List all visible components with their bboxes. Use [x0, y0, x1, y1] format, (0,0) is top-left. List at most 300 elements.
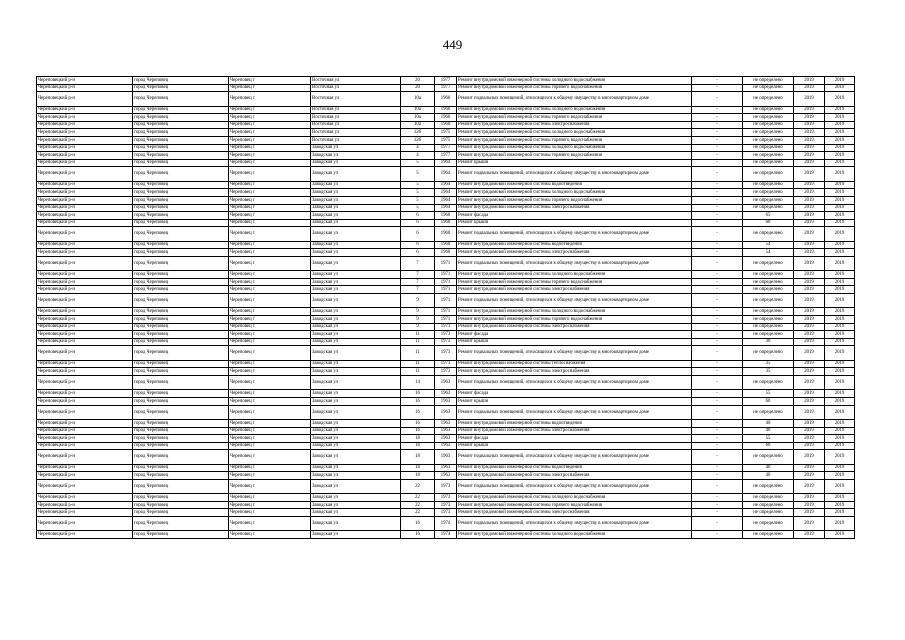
plan-year-end-cell: 2019 [825, 531, 855, 539]
build-year-cell: 1966 [435, 121, 457, 129]
district-cell: Череповецкий р-н [37, 397, 133, 405]
municipality-cell: город Череповец [133, 241, 229, 249]
house-number-cell: 12б [401, 129, 435, 137]
page-number: 449 [442, 37, 463, 52]
municipality-cell: город Череповец [133, 472, 229, 480]
table-row [37, 77, 855, 85]
street-cell: Заводская ул [311, 241, 401, 249]
plan-year-end-cell: 2019 [825, 435, 855, 443]
municipality-cell: город Череповец [133, 517, 229, 531]
wear-cell: не определено [743, 271, 794, 279]
street-cell: Заводская ул [311, 331, 401, 339]
municipality-cell: город Череповец [133, 256, 229, 270]
table-row [37, 294, 855, 308]
plan-year-start-cell: 2019 [794, 338, 825, 346]
wear-cell: не определено [743, 167, 794, 181]
district-cell: Череповецкий р-н [37, 181, 133, 189]
municipality-cell: город Череповец [133, 346, 229, 360]
plan-year-start-cell: 2019 [794, 271, 825, 279]
build-year-cell: 1973 [435, 346, 457, 360]
plan-year-start-cell: 2019 [794, 219, 825, 227]
plan-year-start-cell: 2019 [794, 77, 825, 85]
build-year-cell: 1977 [435, 77, 457, 85]
build-year-cell: 1963 [435, 390, 457, 398]
street-cell: Заводская ул [311, 464, 401, 472]
plan-year-end-cell: 2019 [825, 114, 855, 122]
work-type-cell: Ремонт крыши [457, 159, 692, 167]
plan-year-end-cell: 2019 [825, 189, 855, 197]
plan-year-start-cell: 2019 [794, 360, 825, 368]
dash-cell: - [692, 472, 743, 480]
district-cell: Череповецкий р-н [37, 472, 133, 480]
build-year-cell: 1964 [435, 181, 457, 189]
table-row [37, 338, 855, 346]
municipality-cell: город Череповец [133, 249, 229, 257]
table-row [37, 368, 855, 376]
plan-year-start-cell: 2019 [794, 212, 825, 220]
district-cell: Череповецкий р-н [37, 92, 133, 106]
work-type-cell: Ремонт внутридомовой инженерной системы холодного водоснабжения [457, 129, 692, 137]
municipality-cell: город Череповец [133, 219, 229, 227]
locality-cell: Череповец г [229, 323, 311, 331]
table-row [37, 129, 855, 137]
table-row [37, 249, 855, 257]
locality-cell: Череповец г [229, 189, 311, 197]
build-year-cell: 1963 [435, 464, 457, 472]
table-row [37, 256, 855, 270]
district-cell: Череповецкий р-н [37, 360, 133, 368]
house-number-cell: 18 [401, 450, 435, 464]
wear-cell: 60 [743, 397, 794, 405]
work-type-cell: Ремонт подвальных помещений, относящихся к общему имуществу в многоквартирном доме [457, 167, 692, 181]
table-row [37, 308, 855, 316]
district-cell: Череповецкий р-н [37, 368, 133, 376]
work-type-cell: Ремонт внутридомовой инженерной системы водоотведения [457, 241, 692, 249]
wear-cell: не определено [743, 129, 794, 137]
street-cell: Заводская ул [311, 390, 401, 398]
plan-year-start-cell: 2019 [794, 390, 825, 398]
plan-year-start-cell: 2019 [794, 435, 825, 443]
house-number-cell: 14 [401, 375, 435, 389]
dash-cell: - [692, 278, 743, 286]
house-number-cell: 16 [401, 405, 435, 419]
street-cell: Заводская ул [311, 360, 401, 368]
house-number-cell: 16 [401, 397, 435, 405]
wear-cell: не определено [743, 278, 794, 286]
district-cell: Череповецкий р-н [37, 241, 133, 249]
plan-year-start-cell: 2019 [794, 294, 825, 308]
municipality-cell: город Череповец [133, 494, 229, 502]
build-year-cell: 1971 [435, 323, 457, 331]
plan-year-start-cell: 2019 [794, 501, 825, 509]
dash-cell: - [692, 360, 743, 368]
street-cell: Заводская ул [311, 346, 401, 360]
table-row [37, 167, 855, 181]
work-type-cell: Ремонт фасада [457, 435, 692, 443]
table-row [37, 479, 855, 493]
table-row [37, 419, 855, 427]
plan-year-end-cell: 2019 [825, 442, 855, 450]
district-cell: Череповецкий р-н [37, 435, 133, 443]
wear-cell: не определено [743, 136, 794, 144]
wear-cell: 35 [743, 368, 794, 376]
wear-cell: не определено [743, 479, 794, 493]
district-cell: Череповецкий р-н [37, 189, 133, 197]
plan-year-start-cell: 2019 [794, 241, 825, 249]
plan-year-start-cell: 2019 [794, 181, 825, 189]
dash-cell: - [692, 92, 743, 106]
plan-year-start-cell: 2019 [794, 121, 825, 129]
dash-cell: - [692, 442, 743, 450]
house-number-cell: 5 [401, 159, 435, 167]
district-cell: Череповецкий р-н [37, 144, 133, 152]
municipality-cell: город Череповец [133, 144, 229, 152]
table-row [37, 427, 855, 435]
house-number-cell: 11 [401, 346, 435, 360]
plan-year-end-cell: 2019 [825, 331, 855, 339]
municipality-cell: город Череповец [133, 286, 229, 294]
build-year-cell: 1971 [435, 286, 457, 294]
wear-cell: не определено [743, 286, 794, 294]
wear-cell: 55 [743, 390, 794, 398]
municipality-cell: город Череповец [133, 84, 229, 92]
build-year-cell: 1960 [435, 227, 457, 241]
municipality-cell: город Череповец [133, 509, 229, 517]
street-cell: Заводская ул [311, 219, 401, 227]
wear-cell: не определено [743, 227, 794, 241]
build-year-cell: 1966 [435, 92, 457, 106]
plan-year-end-cell: 2019 [825, 390, 855, 398]
district-cell: Череповецкий р-н [37, 256, 133, 270]
plan-year-start-cell: 2019 [794, 152, 825, 160]
house-number-cell: 4 [401, 152, 435, 160]
build-year-cell: 1963 [435, 375, 457, 389]
house-number-cell: 5 [401, 196, 435, 204]
build-year-cell: 1964 [435, 196, 457, 204]
table-row [37, 464, 855, 472]
district-cell: Череповецкий р-н [37, 286, 133, 294]
wear-cell: 54 [743, 249, 794, 257]
plan-year-start-cell: 2019 [794, 442, 825, 450]
municipality-cell: город Череповец [133, 92, 229, 106]
street-cell: Заводская ул [311, 271, 401, 279]
municipality-cell: город Череповец [133, 204, 229, 212]
plan-year-end-cell: 2019 [825, 152, 855, 160]
build-year-cell: 1973 [435, 360, 457, 368]
house-number-cell: 16 [401, 517, 435, 531]
street-cell: Восточная ул [311, 114, 401, 122]
locality-cell: Череповец г [229, 479, 311, 493]
plan-year-end-cell: 2019 [825, 196, 855, 204]
plan-year-start-cell: 2019 [794, 144, 825, 152]
table-row [37, 517, 855, 531]
build-year-cell: 1963 [435, 442, 457, 450]
wear-cell: не определено [743, 144, 794, 152]
wear-cell: 40 [743, 464, 794, 472]
plan-year-start-cell: 2019 [794, 427, 825, 435]
locality-cell: Череповец г [229, 144, 311, 152]
build-year-cell: 1973 [435, 509, 457, 517]
district-cell: Череповецкий р-н [37, 419, 133, 427]
wear-cell: не определено [743, 316, 794, 324]
locality-cell: Череповец г [229, 219, 311, 227]
municipality-cell: город Череповец [133, 501, 229, 509]
dash-cell: - [692, 256, 743, 270]
work-type-cell: Ремонт внутридомовой инженерной системы горячего водоснабжения [457, 152, 692, 160]
work-type-cell: Ремонт подвальных помещений, относящихся к общему имуществу в многоквартирном доме [457, 517, 692, 531]
plan-year-end-cell: 2019 [825, 241, 855, 249]
house-number-cell: 18 [401, 442, 435, 450]
wear-cell: не определено [743, 121, 794, 129]
municipality-cell: город Череповец [133, 419, 229, 427]
work-type-cell: Ремонт внутридомовой инженерной системы теплоснабжения [457, 360, 692, 368]
wear-cell: 60 [743, 219, 794, 227]
locality-cell: Череповец г [229, 129, 311, 137]
work-type-cell: Ремонт подвальных помещений, относящихся к общему имуществу в многоквартирном доме [457, 405, 692, 419]
plan-year-start-cell: 2019 [794, 92, 825, 106]
house-number-cell: 16 [401, 390, 435, 398]
build-year-cell: 1971 [435, 308, 457, 316]
plan-year-end-cell: 2019 [825, 419, 855, 427]
wear-cell: 40 [743, 419, 794, 427]
locality-cell: Череповец г [229, 464, 311, 472]
build-year-cell: 1973 [435, 368, 457, 376]
build-year-cell: 1977 [435, 144, 457, 152]
build-year-cell: 1963 [435, 419, 457, 427]
dash-cell: - [692, 196, 743, 204]
wear-cell: 30 [743, 338, 794, 346]
work-type-cell: Ремонт подвальных помещений, относящихся к общему имуществу в многоквартирном доме [457, 479, 692, 493]
district-cell: Череповецкий р-н [37, 129, 133, 137]
plan-year-end-cell: 2019 [825, 219, 855, 227]
plan-year-start-cell: 2019 [794, 405, 825, 419]
dash-cell: - [692, 323, 743, 331]
wear-cell: не определено [743, 346, 794, 360]
house-number-cell: 7 [401, 278, 435, 286]
house-number-cell: 5 [401, 189, 435, 197]
table-row [37, 278, 855, 286]
plan-year-start-cell: 2019 [794, 278, 825, 286]
plan-year-end-cell: 2019 [825, 84, 855, 92]
municipality-cell: город Череповец [133, 368, 229, 376]
locality-cell: Череповец г [229, 472, 311, 480]
district-cell: Череповецкий р-н [37, 106, 133, 114]
locality-cell: Череповец г [229, 375, 311, 389]
street-cell: Восточная ул [311, 129, 401, 137]
table-row [37, 84, 855, 92]
locality-cell: Череповец г [229, 286, 311, 294]
locality-cell: Череповец г [229, 509, 311, 517]
street-cell: Заводская ул [311, 189, 401, 197]
plan-year-end-cell: 2019 [825, 427, 855, 435]
plan-year-end-cell: 2019 [825, 92, 855, 106]
street-cell: Заводская ул [311, 509, 401, 517]
table-row [37, 92, 855, 106]
municipality-cell: город Череповец [133, 212, 229, 220]
district-cell: Череповецкий р-н [37, 271, 133, 279]
dash-cell: - [692, 227, 743, 241]
build-year-cell: 1963 [435, 435, 457, 443]
plan-year-start-cell: 2019 [794, 106, 825, 114]
work-type-cell: Ремонт внутридомовой инженерной системы горячего водоснабжения [457, 501, 692, 509]
street-cell: Заводская ул [311, 278, 401, 286]
municipality-cell: город Череповец [133, 405, 229, 419]
work-type-cell: Ремонт внутридомовой инженерной системы горячего водоснабжения [457, 196, 692, 204]
locality-cell: Череповец г [229, 308, 311, 316]
plan-year-start-cell: 2019 [794, 368, 825, 376]
build-year-cell: 1960 [435, 249, 457, 257]
build-year-cell: 1963 [435, 427, 457, 435]
wear-cell: 55 [743, 435, 794, 443]
municipality-cell: город Череповец [133, 167, 229, 181]
dash-cell: - [692, 427, 743, 435]
locality-cell: Череповец г [229, 390, 311, 398]
plan-year-end-cell: 2019 [825, 509, 855, 517]
locality-cell: Череповец г [229, 212, 311, 220]
locality-cell: Череповец г [229, 316, 311, 324]
wear-cell: 54 [743, 241, 794, 249]
plan-year-end-cell: 2019 [825, 106, 855, 114]
dash-cell: - [692, 531, 743, 539]
street-cell: Заводская ул [311, 435, 401, 443]
locality-cell: Череповец г [229, 278, 311, 286]
plan-year-start-cell: 2019 [794, 450, 825, 464]
dash-cell: - [692, 368, 743, 376]
plan-year-end-cell: 2019 [825, 121, 855, 129]
street-cell: Восточная ул [311, 84, 401, 92]
locality-cell: Череповец г [229, 450, 311, 464]
house-number-cell: 18 [401, 435, 435, 443]
municipality-cell: город Череповец [133, 390, 229, 398]
district-cell: Череповецкий р-н [37, 196, 133, 204]
plan-year-end-cell: 2019 [825, 517, 855, 531]
work-type-cell: Ремонт внутридомовой инженерной системы холодного водоснабжения [457, 189, 692, 197]
plan-year-end-cell: 2019 [825, 167, 855, 181]
plan-year-start-cell: 2019 [794, 256, 825, 270]
work-type-cell: Ремонт внутридомовой инженерной системы холодного водоснабжения [457, 308, 692, 316]
house-number-cell: 11 [401, 368, 435, 376]
house-number-cell: 22 [401, 509, 435, 517]
street-cell: Заводская ул [311, 152, 401, 160]
dash-cell: - [692, 450, 743, 464]
dash-cell: - [692, 212, 743, 220]
house-number-cell: 5 [401, 181, 435, 189]
locality-cell: Череповец г [229, 331, 311, 339]
table-row [37, 189, 855, 197]
build-year-cell: 1971 [435, 294, 457, 308]
plan-year-end-cell: 2019 [825, 405, 855, 419]
table-row [37, 346, 855, 360]
plan-year-start-cell: 2019 [794, 84, 825, 92]
street-cell: Заводская ул [311, 368, 401, 376]
wear-cell: не определено [743, 450, 794, 464]
table-row [37, 121, 855, 129]
table-row [37, 472, 855, 480]
work-type-cell: Ремонт внутридомовой инженерной системы электроснабжения [457, 427, 692, 435]
street-cell: Заводская ул [311, 286, 401, 294]
locality-cell: Череповец г [229, 167, 311, 181]
house-number-cell: 11 [401, 338, 435, 346]
work-type-cell: Ремонт внутридомовой инженерной системы электроснабжения [457, 323, 692, 331]
street-cell: Заводская ул [311, 442, 401, 450]
work-type-cell: Ремонт внутридомовой инженерной системы электроснабжения [457, 249, 692, 257]
work-type-cell: Ремонт фасада [457, 331, 692, 339]
locality-cell: Череповец г [229, 241, 311, 249]
plan-year-end-cell: 2019 [825, 278, 855, 286]
build-year-cell: 1963 [435, 405, 457, 419]
dash-cell: - [692, 114, 743, 122]
work-type-cell: Ремонт внутридомовой инженерной системы холодного водоснабжения [457, 144, 692, 152]
plan-year-start-cell: 2019 [794, 167, 825, 181]
build-year-cell: 1966 [435, 106, 457, 114]
dash-cell: - [692, 219, 743, 227]
street-cell: Заводская ул [311, 479, 401, 493]
wear-cell: не определено [743, 77, 794, 85]
locality-cell: Череповец г [229, 152, 311, 160]
work-type-cell: Ремонт подвальных помещений, относящихся к общему имуществу в многоквартирном доме [457, 256, 692, 270]
plan-year-start-cell: 2019 [794, 316, 825, 324]
house-number-cell: 11 [401, 360, 435, 368]
work-type-cell: Ремонт внутридомовой инженерной системы водоотведения [457, 181, 692, 189]
wear-cell: не определено [743, 501, 794, 509]
wear-cell: не определено [743, 84, 794, 92]
locality-cell: Череповец г [229, 121, 311, 129]
wear-cell: 40 [743, 472, 794, 480]
dash-cell: - [692, 159, 743, 167]
table-row [37, 286, 855, 294]
wear-cell: не определено [743, 509, 794, 517]
house-number-cell: 6 [401, 219, 435, 227]
locality-cell: Череповец г [229, 501, 311, 509]
table-row [37, 316, 855, 324]
house-number-cell: 20 [401, 84, 435, 92]
district-cell: Череповецкий р-н [37, 212, 133, 220]
table-row [37, 219, 855, 227]
plan-year-end-cell: 2019 [825, 129, 855, 137]
work-type-cell: Ремонт внутридомовой инженерной системы электроснабжения [457, 472, 692, 480]
table-row [37, 271, 855, 279]
dash-cell: - [692, 84, 743, 92]
plan-year-end-cell: 2019 [825, 323, 855, 331]
wear-cell: 40 [743, 427, 794, 435]
table-row [37, 405, 855, 419]
dash-cell: - [692, 494, 743, 502]
district-cell: Череповецкий р-н [37, 323, 133, 331]
street-cell: Заводская ул [311, 397, 401, 405]
street-cell: Заводская ул [311, 316, 401, 324]
plan-year-end-cell: 2019 [825, 479, 855, 493]
work-type-cell: Ремонт подвальных помещений, относящихся к общему имуществу в многоквартирном доме [457, 92, 692, 106]
wear-cell: не определено [743, 494, 794, 502]
locality-cell: Череповец г [229, 92, 311, 106]
dash-cell: - [692, 136, 743, 144]
dash-cell: - [692, 152, 743, 160]
district-cell: Череповецкий р-н [37, 84, 133, 92]
dash-cell: - [692, 181, 743, 189]
wear-cell: не определено [743, 92, 794, 106]
plan-year-start-cell: 2019 [794, 159, 825, 167]
dash-cell: - [692, 375, 743, 389]
build-year-cell: 1960 [435, 219, 457, 227]
wear-cell: не определено [743, 152, 794, 160]
plan-year-start-cell: 2019 [794, 464, 825, 472]
work-type-cell: Ремонт фасада [457, 212, 692, 220]
table-row [37, 227, 855, 241]
wear-cell: не определено [743, 331, 794, 339]
street-cell: Заводская ул [311, 249, 401, 257]
dash-cell: - [692, 106, 743, 114]
table-row [37, 450, 855, 464]
